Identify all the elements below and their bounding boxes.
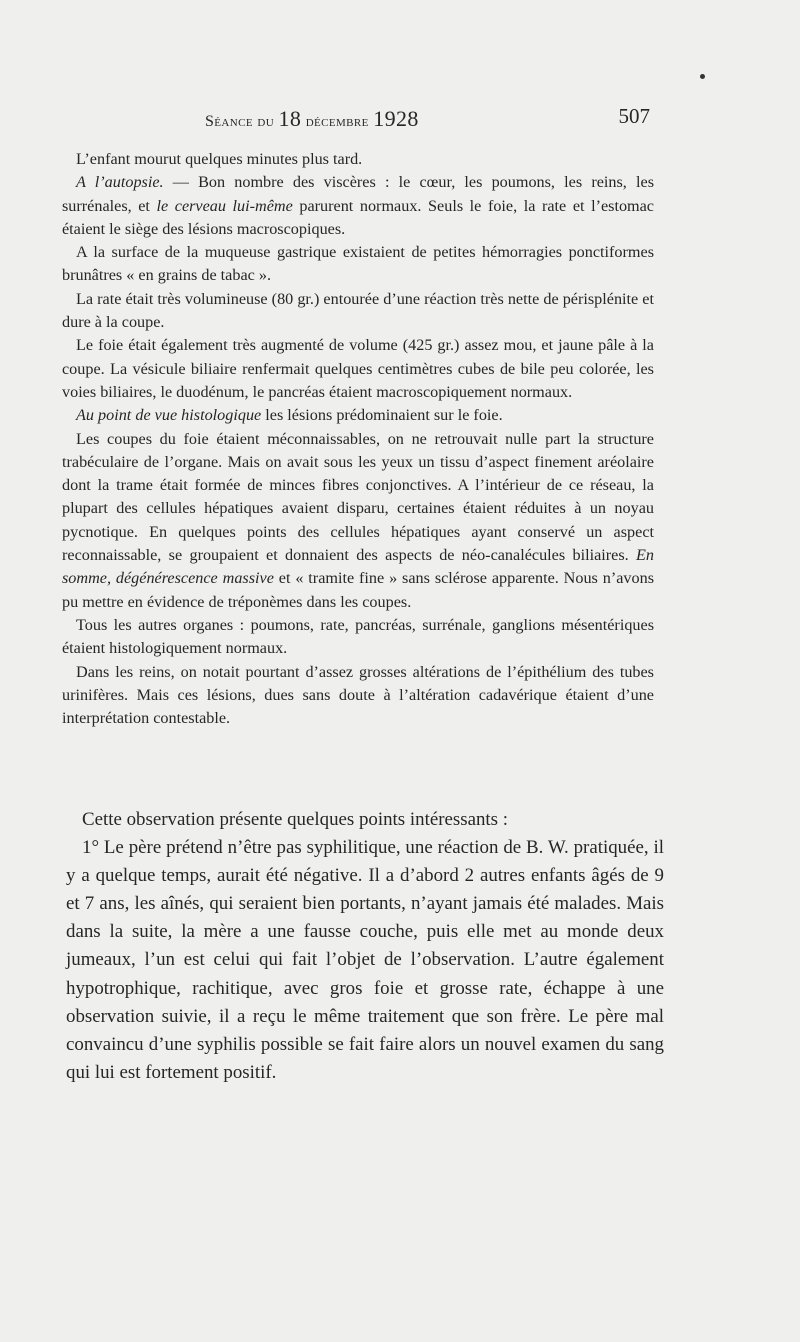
text-run: Cette observation présente quelques points intéressants : (82, 809, 508, 830)
paragraph (62, 614, 654, 661)
text-run: Tous les autres organes : poumons, rate, pancréas, surrénale, ganglions mésentériques étaient histologiquement normaux. (62, 615, 654, 658)
running-title-year: 1928 (373, 106, 419, 131)
paragraph (62, 288, 654, 335)
text-run: Dans les reins, on notait pourtant d’assez grosses altérations de l’épithélium des tubes urinifères. Mais ces lésions, dues sans doute à l’altération cadavérique étaient d’une interprétation contestable. (62, 662, 654, 728)
paragraph (62, 148, 654, 171)
paragraph (62, 241, 654, 288)
paragraph (62, 171, 654, 241)
text-run: L’enfant mourut quelques minutes plus tard. (76, 150, 363, 168)
italic-phrase: Au point de vue histologique (76, 406, 262, 425)
autopsy-report-text (62, 148, 654, 730)
text-run: Les coupes du foie étaient méconnaissables, on ne retrouvait nulle part la structure trabéculaire de l’organe. Mais on avait sous les yeux un tissu d’aspect finement aréolaire dont la trame était formée de minces fibres conjonctives. A l’intérieur de ce réseau, la plupart des cellules hépatiques avaient disparu, certaines étaient réduites à un noyau pycnotique. En quelques points des cellules hépatiques ayant conservé un aspect reconnaissable, se groupaient et donnaient des aspects de néo-canalécules biliaires. (62, 429, 654, 565)
text-run: — Bon nombre des viscères : le cœur, les poumons, les reins, les surrénales, et (62, 173, 654, 215)
text-run: et « tramite fine » sans sclérose apparente. Nous n’avons pu mettre en évidence de tréponèmes dans les coupes. (62, 569, 654, 611)
text-run: les lésions prédominaient sur le foie. (261, 406, 503, 425)
page-number: 507 (618, 104, 650, 128)
paragraph (66, 834, 664, 1087)
paragraph (62, 404, 654, 427)
running-title-prefix: Séance du (205, 113, 275, 130)
text-run: A la surface de la muqueuse gastrique existaient de petites hémorragies ponctiformes brunâtres « en grains de tabac ». (62, 243, 654, 285)
running-title (205, 106, 419, 132)
italic-phrase: le cerveau lui-même (156, 196, 293, 215)
paragraph (62, 334, 654, 404)
observation-discussion-text (66, 806, 664, 1087)
italic-phrase: En somme, dégénérescence massive (62, 546, 654, 588)
running-title-month: décembre (305, 113, 369, 130)
running-title-day: 18 (278, 106, 302, 131)
paragraph (66, 806, 664, 834)
text-run: Le foie était également très augmenté de volume (425 gr.) assez mou, et jaune pâle à la coupe. La vésicule biliaire renfermait quelques centimètres cubes de bile peu colorée, les voies biliaires, le duodénum, le pancréas étaient macroscopiquement normaux. (62, 336, 654, 401)
text-run: 1° Le père prétend n’être pas syphilitique, une réaction de B. W. pratiquée, il y a quelque temps, aurait été négative. Il a d’abord 2 autres enfants âgés de 9 et 7 ans, les aînés, qui seraient bien portants, n’ayant jamais été malades. Mais dans la suite, la mère a une fausse couche, puis elle met au monde deux jumeaux, l’un est celui qui fait l’objet de l’observation. L’autre également hypotrophique, rachitique, avec gros foie et grosse rate, échappe à une observation suivie, il a reçu le même traitement que son frère. Le père mal convaincu d’une syphilis possible se fait faire alors un nouvel examen du sang qui lui est fortement positif. (66, 837, 664, 1083)
text-run: La rate était très volumineuse (80 gr.) entourée d’une réaction très nette de périsplénite et dure à la coupe. (62, 289, 654, 332)
page-header (205, 104, 650, 134)
paragraph (62, 428, 654, 614)
paragraph (62, 661, 654, 731)
italic-phrase: A l’autopsie. (76, 173, 164, 192)
text-run: parurent normaux. Seuls le foie, la rate et l’estomac étaient le siège des lésions macroscopiques. (62, 196, 654, 238)
ink-dot (700, 74, 705, 79)
